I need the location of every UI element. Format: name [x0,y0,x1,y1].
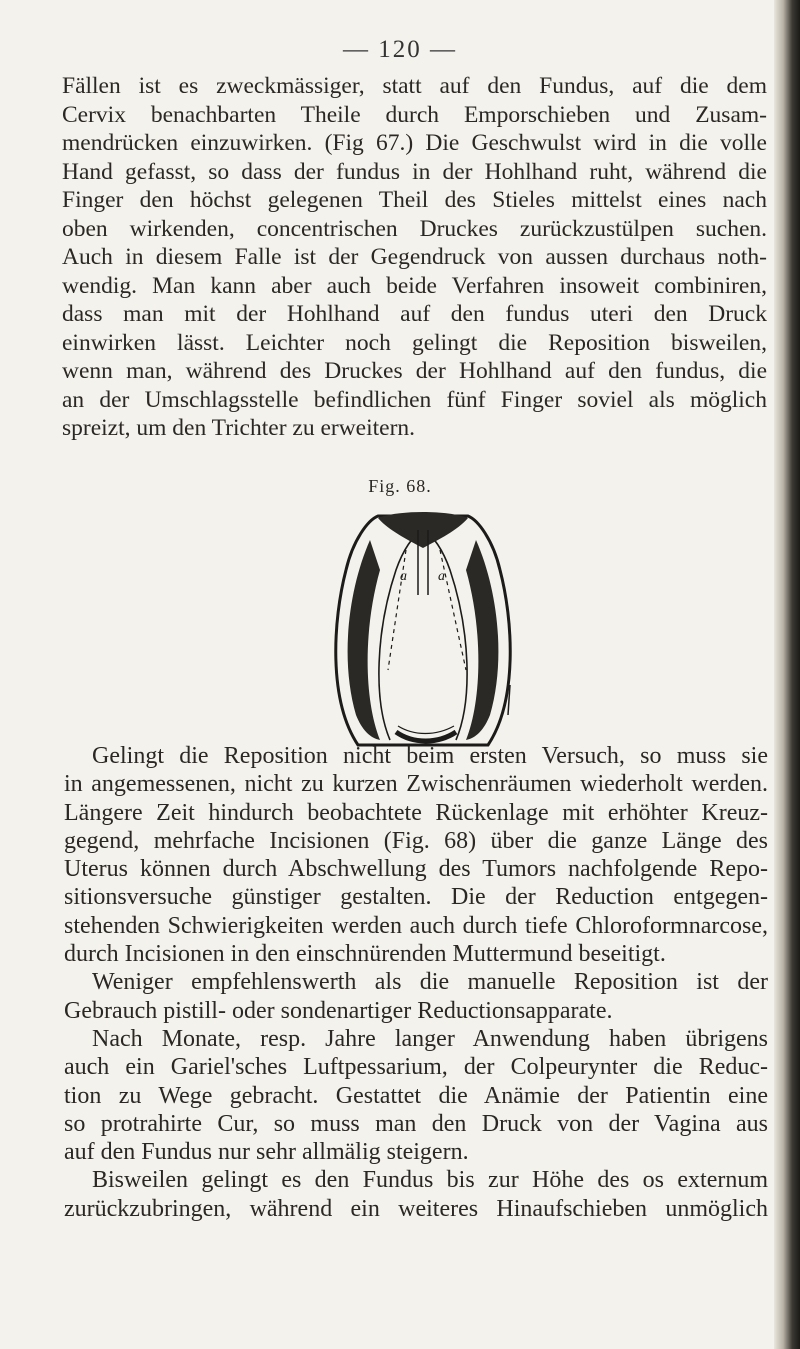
text-line: durch Incisionen in den einschnürenden Muttermund beseitigt. [64,941,666,968]
text-line: Auch in diesem Falle ist der Gegendruck von aussen durchaus noth- [62,244,767,270]
text-line: gegend, mehrfache Incisionen (Fig. 68) über die ganze Länge des [64,827,768,854]
page-number: — 120 — [343,36,457,63]
text-line: Weniger empfehlenswerth als die manuelle Reposition ist der [92,969,768,996]
text-line: Gelingt die Reposition nicht beim ersten Versuch, so muss sie [92,743,768,769]
cervix-band-inner [398,726,454,734]
text-line: Bisweilen gelingt es den Fundus bis zur Höhe des os externum [92,1167,768,1194]
text-line: so protrahirte Cur, so muss man den Druck von der Vagina aus [64,1110,768,1137]
text-line: Nach Monate, resp. Jahre langer Anwendung haben übrigens [92,1025,768,1052]
uterus-left-wall [348,540,380,740]
text-line: Längere Zeit hindurch beobachtete Rückenlage mit erhöhter Kreuz- [64,799,768,826]
text-line: Uterus können durch Abschwellung des Tumors nachfolgende Repo- [64,856,768,883]
text-line: Hand gefasst, so dass der fundus in der Hohlhand ruht, während die [62,158,767,185]
uterus-right-wall [466,540,498,740]
inner-cavity [379,530,467,740]
text-line: dass man mit der Hohlhand auf den fundus uteri den Druck [62,301,767,327]
text-line: zurückzubringen, während ein weiteres Hinaufschieben unmöglich [64,1195,768,1222]
text-line: wendig. Man kann aber auch beide Verfahren insoweit combiniren, [62,272,767,299]
text-line: in angemessenen, nicht zu kurzen Zwischenräumen wiederholt werden. [64,771,768,798]
incision-line-right [440,550,466,670]
figure-68-illustration [318,500,528,755]
fundus-top [378,512,468,548]
text-line: Fällen ist es zweckmässiger, statt auf den Fundus, auf die dem [62,73,767,99]
figure-caption: Fig. 68. [368,476,432,496]
paragraph-2 [64,742,768,1223]
text-line: Finger den höchst gelegenen Theil des Stieles mittelst eines nach [62,187,767,213]
text-line: oben wirkenden, concentrischen Druckes zurückzustülpen suchen. [62,215,767,242]
text-line: spreizt, um den Trichter zu erweitern. [62,415,416,441]
label-a-right: a [438,569,445,584]
text-line: einwirken lässt. Leichter noch gelingt die Reposition bisweilen, [62,329,767,356]
text-line: sitionsversuche günstiger gestalten. Die der Reduction entgegen- [64,884,768,911]
text-line: Cervix benachbarten Theile durch Emporschieben und Zusam- [62,101,767,128]
text-line: wenn man, während des Druckes der Hohlhand auf den fundus, die [62,358,767,384]
text-line: tion zu Wege gebracht. Gestattet die Anämie der Patientin eine [64,1082,768,1109]
text-line: Gebrauch pistill- oder sondenartiger Reductionsapparate. [64,997,613,1024]
text-line: an der Umschlagsstelle befindlichen fünf Finger soviel als möglich [62,386,767,413]
text-line: stehenden Schwierigkeiten werden auch durch tiefe Chloroformnarcose, [64,912,768,939]
text-line: auch ein Gariel'sches Luftpessarium, der Colpeurynter die Reduc- [64,1054,768,1081]
book-binding-edge [774,0,800,1349]
label-a-left: a [400,569,407,584]
text-line: auf den Fundus nur sehr allmälig steigern. [64,1139,469,1166]
text-line: mendrücken einzuwirken. (Fig 67.) Die Geschwulst wird in die volle [62,130,767,156]
paragraph-1 [62,72,767,443]
